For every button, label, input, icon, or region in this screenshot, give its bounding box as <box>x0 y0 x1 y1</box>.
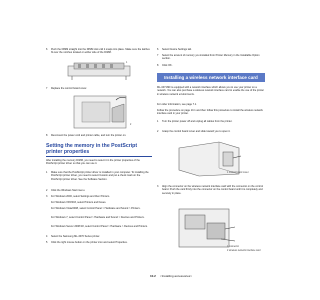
step-text: Grasp the control board cover and slide toward you to open it. <box>162 130 231 133</box>
step-text: Replace the control board cover. <box>51 87 87 90</box>
right-step-2 <box>157 130 265 133</box>
figure-label-connector <box>227 246 267 249</box>
footer-section: <Installing accessories> <box>160 274 193 278</box>
step-number: 6 <box>157 48 159 51</box>
divider <box>46 156 152 157</box>
step-text: Make sure that the PostScript printer driver is installed in your computer. To installing the PostScript printer driver, you need to select Custom and put a check mark on the PostScript printer driver. See the Software Section. <box>51 171 149 181</box>
step-text: Select the amount of memory you installed from Printer Memory in the Installable Option section. <box>162 54 260 61</box>
step-number: 6 <box>46 48 48 51</box>
step-number: 1 <box>46 171 48 174</box>
step-3-win7: For Windows 7, select Control Panel > Hardware and Sound > Devices and Printers. <box>51 216 145 219</box>
step-number: 8 <box>157 64 159 67</box>
step-text: Turn the printer power off and unplug all cables from the printer. <box>162 120 233 123</box>
step-text: Push the DIMM straight into the DIMM slot until it snaps into place. Make sure the latches fit over the notches located on either side of the DIMM. <box>51 48 150 55</box>
wireless-card-figure <box>175 205 240 251</box>
step-3-xp: For Windows XP/2003, select Printers and Faxes. <box>51 201 107 204</box>
step-number: 7 <box>157 54 159 57</box>
install-text: Follow the procedure on page 10.1 and then follow this procedure to install the wireless network interface card in your printer. <box>157 109 263 116</box>
step-text: Click the right mouse button on the printer icon and select Properties. <box>51 241 128 244</box>
dimm-install-figure <box>64 60 134 84</box>
step-number: 1 <box>157 120 159 123</box>
section-banner: Installing a wireless network interface card <box>157 73 265 82</box>
figure-label-text: control board cover <box>228 172 249 174</box>
section-title: Setting the memory in the PostScript printer properties <box>46 143 138 155</box>
page-number: 10.2 <box>150 274 156 278</box>
right-step-6 <box>157 48 265 51</box>
figure-callout: 2 <box>130 124 132 126</box>
figure-label-number: 2 <box>227 250 229 252</box>
figure-label-card <box>227 250 267 253</box>
wireless-intro: ML-3471ND is equipped with a network interface which allows you to use your printer on a network. You can also purchase a wireless network interface card to enable the use of the printer in wireless network environments. <box>157 86 265 96</box>
figure-callout: 1 <box>126 62 128 64</box>
step-3-vista: For Windows Vista/2008, select Control Panel > Hardware and Sound > Printers. <box>51 207 141 210</box>
step-text: Click OK. <box>162 64 173 67</box>
step-3-2008r2: For Windows Server 2008 R2, select Control Panel > Hardware > Devices and Printers. <box>51 225 148 228</box>
section-intro: After installing the memory DIMM, you need to select it in the printer properties of the PostScript printer driver so that you can use it. <box>46 159 140 166</box>
step-text: Select the Samsung ML-3470 Series printer. <box>51 235 101 238</box>
left-step-6 <box>46 48 152 55</box>
step-text: Align the connector on the wireless network interface card with the connector on the control board. Push the card firmly into the connector on the control board until it is completely and securely in place. <box>162 185 263 195</box>
step-number: 2 <box>157 130 159 133</box>
step-number: 7 <box>46 87 48 90</box>
figure-label-number: 1 <box>227 246 229 248</box>
step-text: Reconnect the power cord and printer cable, and turn the printer on. <box>51 134 127 137</box>
figure-label-text: wireless network interface card <box>228 250 261 252</box>
figure-label-text: connector <box>228 246 240 248</box>
step-number: 2 <box>46 189 48 192</box>
step-number: 8 <box>46 134 48 137</box>
left-step-8 <box>46 134 152 137</box>
step-number: 4 <box>46 235 48 238</box>
step-number: 5 <box>46 241 48 244</box>
left-step-2 <box>46 189 152 192</box>
step-text: Click the Windows Start menu. <box>51 189 86 192</box>
step-number: 3 <box>46 195 48 198</box>
left-step-7 <box>46 87 152 90</box>
right-step-8 <box>157 64 265 67</box>
step-text: For Windows 2000, select Settings and then Printers. <box>51 195 110 198</box>
figure-label <box>227 172 267 175</box>
step-text: Select Device Settings tab. <box>162 48 192 51</box>
right-step-1 <box>157 120 265 123</box>
order-info: For order information, see page 7.1. <box>157 103 197 106</box>
left-step-4 <box>46 235 152 238</box>
left-step-5 <box>46 241 152 244</box>
left-step-1 <box>46 171 152 181</box>
right-step-3 <box>157 185 265 195</box>
left-step-3 <box>46 195 152 198</box>
figure-label-number: 1 <box>227 172 229 174</box>
right-step-7 <box>157 54 265 61</box>
step-number: 3 <box>157 185 159 188</box>
control-board-cover-figure <box>68 92 132 132</box>
